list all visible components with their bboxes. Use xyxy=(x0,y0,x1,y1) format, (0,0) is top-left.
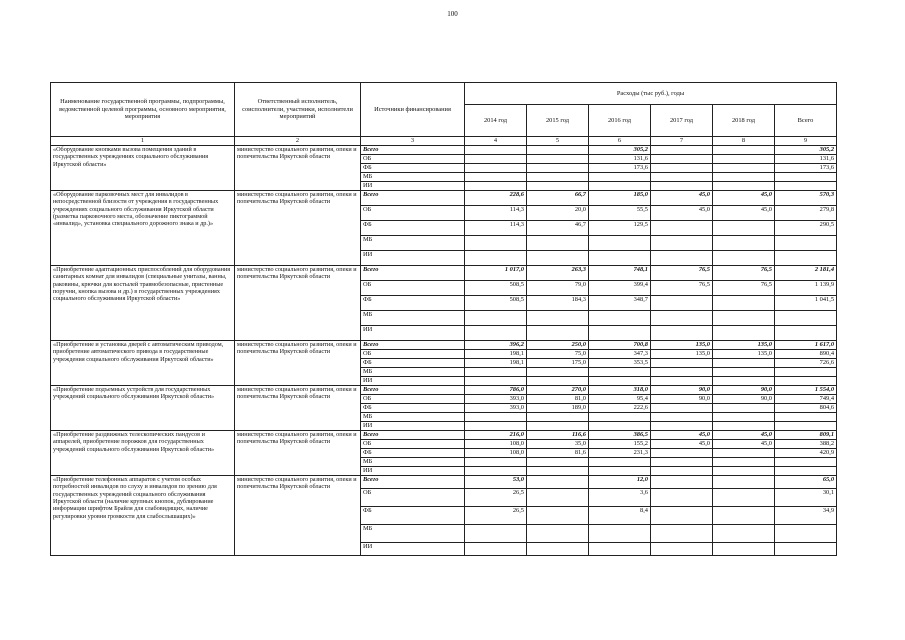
year-value xyxy=(713,154,775,163)
year-value: 184,3 xyxy=(527,295,589,310)
year-value: 45,0 xyxy=(713,430,775,439)
year-value xyxy=(527,172,589,181)
table-row xyxy=(51,385,837,394)
funding-source: ИИ xyxy=(361,421,465,430)
header-year: 2018 год xyxy=(713,105,775,137)
year-value xyxy=(589,376,651,385)
funding-source: ФБ xyxy=(361,448,465,457)
executor: министерство социального развития, опеки и попечительства Иркутской области xyxy=(235,145,361,190)
year-value: 45,0 xyxy=(713,205,775,220)
year-value xyxy=(465,172,527,181)
year-value xyxy=(713,250,775,265)
total-value: 1 554,0 xyxy=(775,385,837,394)
year-value xyxy=(465,163,527,172)
year-value xyxy=(527,163,589,172)
table-row xyxy=(51,475,837,488)
year-value: 135,0 xyxy=(651,349,713,358)
funding-source: ФБ xyxy=(361,403,465,412)
total-value: 305,2 xyxy=(775,145,837,154)
year-value: 95,4 xyxy=(589,394,651,403)
year-value: 185,0 xyxy=(589,190,651,205)
year-value xyxy=(713,542,775,555)
funding-source: Всего xyxy=(361,145,465,154)
year-value: 3,6 xyxy=(589,488,651,506)
measure-name: «Приобретение и установка дверей с автоматическим приводом, приобретение автоматического привода в государственные учреждения социального обслуживания Иркутской области» xyxy=(51,340,235,385)
year-value xyxy=(713,295,775,310)
funding-source: ФБ xyxy=(361,295,465,310)
year-value xyxy=(713,475,775,488)
year-value xyxy=(527,250,589,265)
funding-source: Всего xyxy=(361,430,465,439)
year-value xyxy=(465,250,527,265)
funding-source: Всего xyxy=(361,385,465,394)
year-value: 79,0 xyxy=(527,280,589,295)
year-value: 55,5 xyxy=(589,205,651,220)
measure-name: «Приобретение телефонных аппаратов с учетом особых потребностей инвалидов по слуху и инвалидов по зрению для государственных учреждений социального обслуживания Иркутской области (наличие крупных кнопок, дублирование информации шрифтом Брайля для слабовидящих, наличие регулировки уровня громкости для слабослышащих)» xyxy=(51,475,235,555)
index-cell: 6 xyxy=(589,137,651,146)
year-value: 700,8 xyxy=(589,340,651,349)
measure-name: «Приобретение подъемных устройств для государственных учреждений социального обслуживания Иркутской области» xyxy=(51,385,235,430)
index-cell: 1 xyxy=(51,137,235,146)
measure-name: «Оборудование парковочных мест для инвалидов в непосредственной близости от учреждения в государственных учреждениях социального обслуживания Иркутской области (разметка парковочного места, обозначение пиктограммой «инвалид», установка специального дорожного знака и др.)» xyxy=(51,190,235,265)
year-value xyxy=(713,524,775,542)
year-value: 75,0 xyxy=(527,349,589,358)
year-value xyxy=(527,457,589,466)
year-value: 81,0 xyxy=(527,394,589,403)
year-value xyxy=(651,358,713,367)
year-value xyxy=(651,367,713,376)
funding-source: Всего xyxy=(361,340,465,349)
total-value: 420,9 xyxy=(775,448,837,457)
total-value: 388,2 xyxy=(775,439,837,448)
year-value xyxy=(527,235,589,250)
year-value: 353,5 xyxy=(589,358,651,367)
year-value xyxy=(465,457,527,466)
funding-source: МБ xyxy=(361,457,465,466)
measure-name: «Приобретение адаптационных приспособлений для оборудования санитарных комнат для инвалидов (специальные унитазы, ванны, раковины, крючки для костылей травмобезопасные, пристенные поручни, кнопка вызова и др.) в государственных учреждениях социального обслуживания Иркутской области» xyxy=(51,265,235,340)
funding-source: ИИ xyxy=(361,542,465,555)
total-value xyxy=(775,376,837,385)
year-value: 305,2 xyxy=(589,145,651,154)
year-value xyxy=(651,488,713,506)
year-value xyxy=(465,154,527,163)
funding-source: ИИ xyxy=(361,250,465,265)
funding-source: ИИ xyxy=(361,181,465,190)
funding-source: МБ xyxy=(361,172,465,181)
total-value xyxy=(775,524,837,542)
year-value xyxy=(651,524,713,542)
year-value xyxy=(465,325,527,340)
year-value: 66,7 xyxy=(527,190,589,205)
funding-source: МБ xyxy=(361,235,465,250)
year-value xyxy=(713,376,775,385)
year-value: 53,0 xyxy=(465,475,527,488)
header-expenses: Расходы (тыс руб.), годы xyxy=(465,83,837,105)
total-value: 131,6 xyxy=(775,154,837,163)
year-value xyxy=(651,448,713,457)
year-value: 76,5 xyxy=(651,280,713,295)
year-value: 26,5 xyxy=(465,506,527,524)
year-value xyxy=(527,367,589,376)
year-value: 270,0 xyxy=(527,385,589,394)
year-value xyxy=(527,466,589,475)
year-value xyxy=(651,181,713,190)
year-value: 90,0 xyxy=(651,394,713,403)
year-value xyxy=(651,163,713,172)
page-number: 100 xyxy=(447,10,458,18)
year-value: 155,2 xyxy=(589,439,651,448)
budget-table xyxy=(50,82,837,556)
total-value: 34,9 xyxy=(775,506,837,524)
year-value: 45,0 xyxy=(713,439,775,448)
year-value xyxy=(713,457,775,466)
total-value xyxy=(775,457,837,466)
year-value xyxy=(527,310,589,325)
year-value: 386,5 xyxy=(589,430,651,439)
year-value xyxy=(713,163,775,172)
total-value xyxy=(775,367,837,376)
header-executor: Ответственный исполнитель, соисполнители, участники, исполнители мероприятий xyxy=(235,83,361,137)
year-value xyxy=(527,506,589,524)
total-value: 65,0 xyxy=(775,475,837,488)
year-value xyxy=(589,325,651,340)
year-value: 231,3 xyxy=(589,448,651,457)
year-value xyxy=(651,310,713,325)
year-value xyxy=(651,145,713,154)
executor: министерство социального развития, опеки и попечительства Иркутской области xyxy=(235,340,361,385)
year-value: 129,5 xyxy=(589,220,651,235)
year-value xyxy=(465,524,527,542)
year-value: 135,0 xyxy=(651,340,713,349)
year-value: 81,6 xyxy=(527,448,589,457)
executor: министерство социального развития, опеки и попечительства Иркутской области xyxy=(235,430,361,475)
index-cell: 4 xyxy=(465,137,527,146)
year-value: 189,0 xyxy=(527,403,589,412)
funding-source: Всего xyxy=(361,475,465,488)
year-value xyxy=(589,542,651,555)
year-value: 508,5 xyxy=(465,295,527,310)
year-value: 318,0 xyxy=(589,385,651,394)
executor: министерство социального развития, опеки и попечительства Иркутской области xyxy=(235,385,361,430)
year-value xyxy=(589,421,651,430)
year-value xyxy=(527,154,589,163)
year-value: 135,0 xyxy=(713,340,775,349)
total-value xyxy=(775,235,837,250)
year-value: 748,1 xyxy=(589,265,651,280)
total-value: 890,4 xyxy=(775,349,837,358)
total-value xyxy=(775,325,837,340)
year-value: 114,3 xyxy=(465,220,527,235)
year-value xyxy=(465,367,527,376)
year-value xyxy=(651,295,713,310)
header-source: Источники финансирования xyxy=(361,83,465,137)
funding-source: ФБ xyxy=(361,220,465,235)
year-value: 90,0 xyxy=(713,394,775,403)
year-value xyxy=(527,145,589,154)
year-value xyxy=(713,358,775,367)
year-value: 786,0 xyxy=(465,385,527,394)
funding-source: ОБ xyxy=(361,205,465,220)
index-cell: 5 xyxy=(527,137,589,146)
year-value xyxy=(651,475,713,488)
year-value xyxy=(465,376,527,385)
total-value: 290,5 xyxy=(775,220,837,235)
year-value xyxy=(589,250,651,265)
total-value: 1 041,5 xyxy=(775,295,837,310)
year-value: 90,0 xyxy=(651,385,713,394)
year-value xyxy=(713,421,775,430)
year-value xyxy=(651,376,713,385)
year-value xyxy=(651,506,713,524)
year-value xyxy=(713,448,775,457)
year-value: 393,0 xyxy=(465,394,527,403)
year-value: 347,3 xyxy=(589,349,651,358)
year-value: 116,6 xyxy=(527,430,589,439)
year-value xyxy=(527,421,589,430)
year-value xyxy=(651,403,713,412)
year-value: 35,0 xyxy=(527,439,589,448)
year-value: 1 017,0 xyxy=(465,265,527,280)
table-row xyxy=(51,145,837,154)
funding-source: МБ xyxy=(361,310,465,325)
total-value: 1 139,9 xyxy=(775,280,837,295)
year-value: 76,5 xyxy=(651,265,713,280)
total-value xyxy=(775,421,837,430)
year-value xyxy=(527,376,589,385)
year-value xyxy=(651,542,713,555)
funding-source: ОБ xyxy=(361,488,465,506)
index-cell: 3 xyxy=(361,137,465,146)
year-value xyxy=(651,172,713,181)
year-value xyxy=(651,220,713,235)
year-value xyxy=(465,412,527,421)
year-value xyxy=(651,250,713,265)
year-value: 348,7 xyxy=(589,295,651,310)
year-value: 45,0 xyxy=(651,205,713,220)
year-value xyxy=(527,412,589,421)
year-value xyxy=(465,421,527,430)
funding-source: МБ xyxy=(361,524,465,542)
year-value xyxy=(651,325,713,340)
year-value xyxy=(465,542,527,555)
funding-source: ИИ xyxy=(361,376,465,385)
total-value xyxy=(775,466,837,475)
year-value xyxy=(713,172,775,181)
total-value: 570,3 xyxy=(775,190,837,205)
year-value xyxy=(713,506,775,524)
funding-source: Всего xyxy=(361,265,465,280)
year-value xyxy=(589,310,651,325)
year-value: 45,0 xyxy=(713,190,775,205)
index-cell: 9 xyxy=(775,137,837,146)
total-value: 2 181,4 xyxy=(775,265,837,280)
funding-source: ИИ xyxy=(361,466,465,475)
funding-source: ИИ xyxy=(361,325,465,340)
header-year: 2014 год xyxy=(465,105,527,137)
year-value xyxy=(465,145,527,154)
year-value xyxy=(527,524,589,542)
executor: министерство социального развития, опеки и попечительства Иркутской области xyxy=(235,265,361,340)
total-value: 1 617,0 xyxy=(775,340,837,349)
year-value: 20,0 xyxy=(527,205,589,220)
year-value: 90,0 xyxy=(713,385,775,394)
total-value xyxy=(775,250,837,265)
year-value xyxy=(589,524,651,542)
funding-source: ОБ xyxy=(361,280,465,295)
funding-source: ФБ xyxy=(361,358,465,367)
funding-source: МБ xyxy=(361,412,465,421)
header-name: Наименование государственной программы, подпрограммы, ведомственной целевой программы, основного мероприятия, мероприятия xyxy=(51,83,235,137)
total-value xyxy=(775,542,837,555)
header-year: 2016 год xyxy=(589,105,651,137)
year-value: 108,0 xyxy=(465,439,527,448)
total-value: 30,1 xyxy=(775,488,837,506)
total-value: 804,6 xyxy=(775,403,837,412)
year-value xyxy=(589,367,651,376)
total-value xyxy=(775,310,837,325)
year-value xyxy=(651,412,713,421)
year-value: 508,5 xyxy=(465,280,527,295)
year-value xyxy=(713,220,775,235)
total-value: 726,6 xyxy=(775,358,837,367)
year-value: 399,4 xyxy=(589,280,651,295)
year-value: 131,6 xyxy=(589,154,651,163)
year-value: 12,0 xyxy=(589,475,651,488)
total-value: 809,1 xyxy=(775,430,837,439)
year-value: 8,4 xyxy=(589,506,651,524)
year-value: 263,3 xyxy=(527,265,589,280)
funding-source: МБ xyxy=(361,367,465,376)
year-value: 76,5 xyxy=(713,280,775,295)
table-row xyxy=(51,265,837,280)
total-value xyxy=(775,181,837,190)
funding-source: ОБ xyxy=(361,154,465,163)
year-value: 108,0 xyxy=(465,448,527,457)
index-cell: 2 xyxy=(235,137,361,146)
year-value: 26,5 xyxy=(465,488,527,506)
year-value xyxy=(589,181,651,190)
year-value xyxy=(651,235,713,250)
year-value xyxy=(651,154,713,163)
executor: министерство социального развития, опеки и попечительства Иркутской области xyxy=(235,190,361,265)
year-value xyxy=(527,181,589,190)
year-value: 173,6 xyxy=(589,163,651,172)
year-value: 228,6 xyxy=(465,190,527,205)
table-row xyxy=(51,340,837,349)
year-value xyxy=(713,235,775,250)
year-value: 76,5 xyxy=(713,265,775,280)
index-cell: 8 xyxy=(713,137,775,146)
year-value: 198,1 xyxy=(465,358,527,367)
table-row xyxy=(51,430,837,439)
executor: министерство социального развития, опеки и попечительства Иркутской области xyxy=(235,475,361,555)
year-value: 198,1 xyxy=(465,349,527,358)
year-value: 135,0 xyxy=(713,349,775,358)
funding-source: ОБ xyxy=(361,439,465,448)
year-value: 393,0 xyxy=(465,403,527,412)
year-value xyxy=(651,421,713,430)
funding-source: ОБ xyxy=(361,394,465,403)
total-value: 749,4 xyxy=(775,394,837,403)
year-value xyxy=(713,466,775,475)
table-row xyxy=(51,190,837,205)
header-year: 2015 год xyxy=(527,105,589,137)
year-value xyxy=(527,488,589,506)
year-value xyxy=(527,325,589,340)
year-value xyxy=(713,325,775,340)
year-value xyxy=(589,235,651,250)
table-body xyxy=(51,137,837,556)
year-value: 216,0 xyxy=(465,430,527,439)
year-value xyxy=(465,466,527,475)
year-value xyxy=(713,488,775,506)
funding-source: ФБ xyxy=(361,163,465,172)
year-value xyxy=(465,235,527,250)
funding-source: ОБ xyxy=(361,349,465,358)
total-value xyxy=(775,172,837,181)
year-value xyxy=(651,466,713,475)
total-value: 173,6 xyxy=(775,163,837,172)
year-value xyxy=(465,181,527,190)
year-value xyxy=(713,367,775,376)
year-value xyxy=(713,145,775,154)
year-value xyxy=(527,542,589,555)
header-total: Всего xyxy=(775,105,837,137)
year-value: 45,0 xyxy=(651,190,713,205)
index-row xyxy=(51,137,837,146)
year-value xyxy=(713,310,775,325)
funding-source: Всего xyxy=(361,190,465,205)
funding-source: ФБ xyxy=(361,506,465,524)
year-value xyxy=(589,466,651,475)
year-value: 45,0 xyxy=(651,439,713,448)
year-value: 114,3 xyxy=(465,205,527,220)
measure-name: «Оборудование кнопками вызова помещения зданий в государственных учреждениях социального обслуживания Иркутской области» xyxy=(51,145,235,190)
year-value xyxy=(651,457,713,466)
measure-name: «Приобретение раздвижных телескопических пандусов и аппарелей, приобретение порожков для государственных учреждений социального обслуживания Иркутской области» xyxy=(51,430,235,475)
year-value xyxy=(589,412,651,421)
total-value: 279,8 xyxy=(775,205,837,220)
year-value: 46,7 xyxy=(527,220,589,235)
year-value: 396,2 xyxy=(465,340,527,349)
index-cell: 7 xyxy=(651,137,713,146)
year-value: 175,0 xyxy=(527,358,589,367)
year-value xyxy=(589,172,651,181)
header-year: 2017 год xyxy=(651,105,713,137)
year-value xyxy=(527,475,589,488)
year-value xyxy=(713,403,775,412)
year-value xyxy=(589,457,651,466)
total-value xyxy=(775,412,837,421)
year-value xyxy=(713,181,775,190)
year-value: 250,0 xyxy=(527,340,589,349)
year-value xyxy=(713,412,775,421)
year-value xyxy=(465,310,527,325)
year-value: 45,0 xyxy=(651,430,713,439)
year-value: 222,6 xyxy=(589,403,651,412)
